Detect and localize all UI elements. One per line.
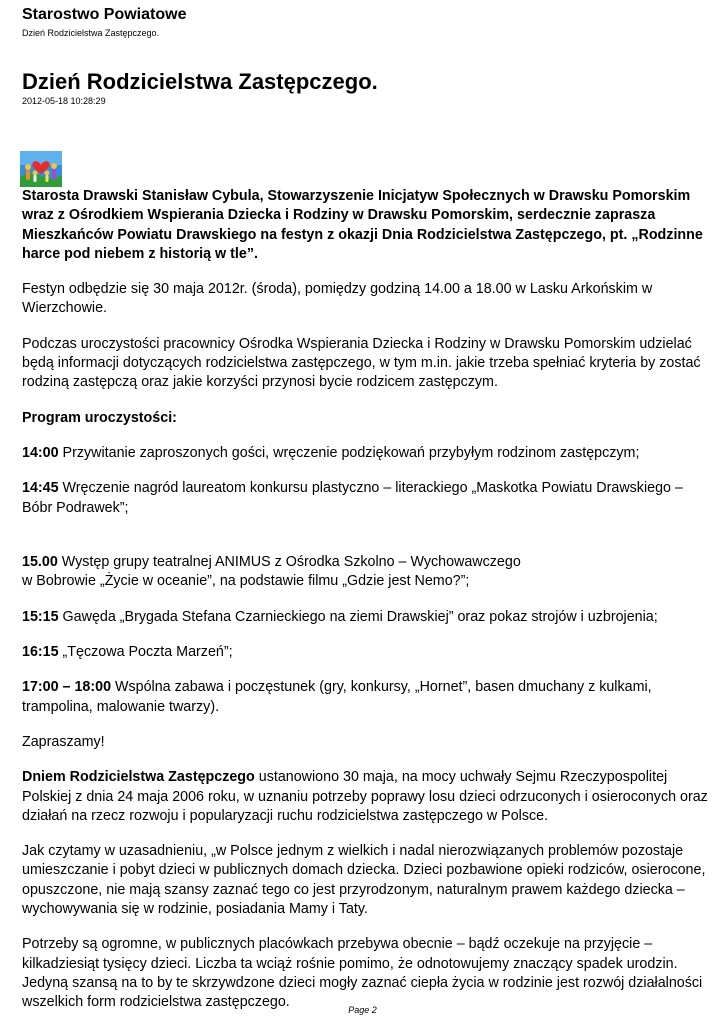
history-text: ustanowiono 30 maja, na mocy uchwały Sejmu Rzeczypospolitej Polskiej z dnia 24 maja 2006 roku, w uznaniu potrzeby poprawy losu dzieci odrzuconych i osieroconych oraz działań na rzecz rozwoju i popularyzacji ruchu rodzicielstwa zastępczego w Polsce. [22,769,708,824]
program-time: 14:00 [22,444,59,461]
program-time: 14:45 [22,480,59,497]
info-paragraph: Podczas uroczystości pracownicy Ośrodka Wspierania Dziecka i Rodziny w Drawsku Pomorskim udzielać będą informacji dotyczących rodzicielstwa zastępczego, w tym m.in. jakie trzeba spełniać kryteria by zostać rodziną zastępczą oraz jakie korzyści przynosi bycie rodzicem zastępczym. [22,335,701,391]
program-time: 15:15 [22,608,59,625]
program-time: 17:00 – 18:00 [22,679,112,696]
program-item [22,534,710,592]
article-title: Dzień Rodzicielstwa Zastępczego. [22,69,378,94]
program-item [22,479,710,518]
program-item [22,643,710,662]
history-bold-term: Dniem Rodzicielstwa Zastępczego [22,769,255,786]
page-number: Page 2 [348,1005,377,1015]
program-time: 15.00 [22,554,58,571]
program-text: Przywitanie zaproszonych gości, wręczenie podziękowań przybyłym rodzinom zastępczym; [58,444,640,461]
festyn-paragraph: Festyn odbędzie się 30 maja 2012r. (środa), pomiędzy godziną 14.00 a 18.00 w Lasku Arkońskim w Wierzchowie. [22,281,653,317]
program-text: Wspólna zabawa i poczęstunek (gry, konkursy, „Hornet”, basen dmuchany z kulkami, trampolina, malowanie twarzy). [22,679,652,715]
program-item [22,678,710,717]
justification-paragraph: Jak czytamy w uzasadnieniu, „w Polsce jednym z wielkich i nadal nierozwiązanych problemów pozostaje umieszczanie i pobyt dzieci w publicznych domach dziecka. Dzieci pozbawione opieki rodziców, osierocone, opuszczone, nie mają szansy zaznać tego co jest przyrodzonym, naturalnym prawem każdego dziecka – wychowywania się w rodzinie, posiadania Mamy i Taty. [22,843,706,918]
history-paragraph [22,768,710,826]
family-logo-image [20,151,62,187]
program-item [22,444,710,463]
program-item [22,608,710,627]
program-text: Gawęda „Brygada Stefana Czarnieckiego na ziemi Drawskiej” oraz pokaz strojów i uzbrojenia; [58,608,658,625]
article-body [22,187,710,1029]
program-text: Wręczenie nagród laureatom konkursu plastyczno – literackiego „Maskotka Powiatu Drawskiego – Bóbr Podrawek”; [22,480,683,516]
header-org: Starostwo Powiatowe [22,6,187,23]
lead-paragraph: Starosta Drawski Stanisław Cybula, Stowarzyszenie Inicjatyw Społecznych w Drawsku Pomorskim wraz z Ośrodkiem Wspierania Dziecka i Rodziny w Drawsku Pomorskim, serdecznie zaprasza Mieszkańców Powiatu Drawskiego na festyn z okazji Dnia Rodzicielstwa Zastępczego, pt. „Rodzinne harce pod niebem z historią w tle”. [22,188,703,262]
program-time: 16:15 [22,644,59,661]
program-text: Występ grupy teatralnej ANIMUS z Ośrodka Szkolno – Wychowawczego w Bobrowie „Życie w oceanie”, na podstawie filmu „Gdzie jest Nemo?”; [22,554,521,590]
program-text: „Tęczowa Poczta Marzeń”; [58,644,233,661]
needs-paragraph: Potrzeby są ogromne, w publicznych placówkach przebywa obecnie – bądź oczekuje na przyjęcie – kilkadziesiąt tysięcy dzieci. Liczba ta wciąż rośnie pomimo, że odnotowujemy znaczący spadek urodzin. Jedyną szansą na to by te skrzywdzone dzieci mogły zaznać ciepła życia w rodzinie jest rozwój działalności wszelkich form rodzicielstwa zastępczego. [22,936,703,1011]
invite-paragraph: Zapraszamy! [22,733,105,750]
header-section: Dzień Rodzicielstwa Zastępczego. [22,28,160,38]
article-date: 2012-05-18 10:28:29 [22,96,106,106]
program-heading: Program uroczystości: [22,409,177,426]
